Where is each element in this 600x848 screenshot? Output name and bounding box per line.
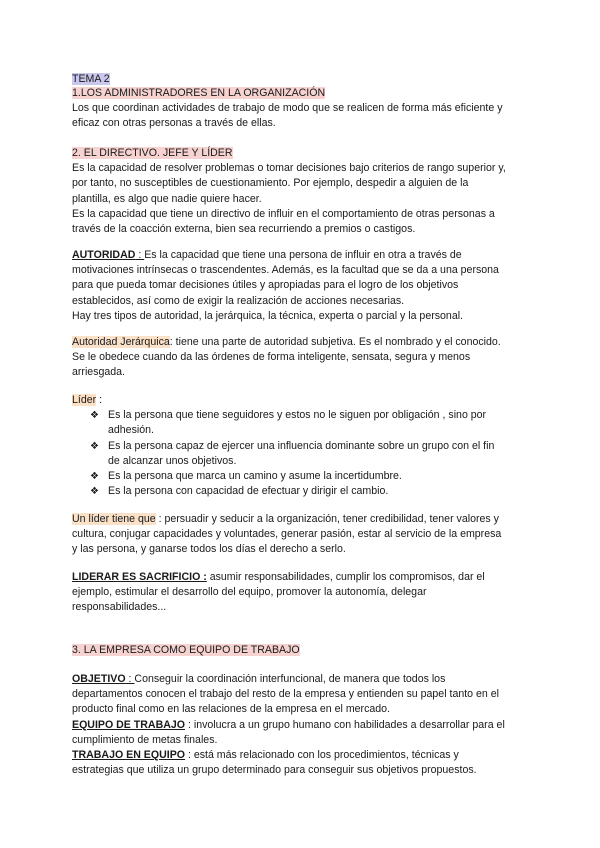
list-item	[72, 469, 532, 484]
autoridad-separator: :	[135, 249, 145, 261]
section-1-heading: 1.LOS ADMINISTRADORES EN LA ORGANIZACIÓN	[72, 87, 326, 99]
section-3	[72, 643, 532, 658]
lider-list	[72, 408, 532, 499]
autoridad-paragraph	[72, 248, 532, 324]
text-line: Los que coordinan actividades de trabajo de modo que se realicen de forma más eficiente y	[72, 102, 503, 115]
jerarquica-term: Autoridad Jerárquica	[72, 336, 170, 348]
list-item	[72, 408, 532, 438]
text-line: : persuadir y seducir a la organización, tener credibilidad, tener valores y	[155, 513, 499, 525]
text-line: arriesgada.	[72, 366, 125, 379]
text-line: : está más relacionado con los procedimientos, técnicas y	[185, 749, 459, 762]
text-line: Es la persona capaz de ejercer una influencia dominante sobre un grupo con el fin	[108, 439, 495, 452]
text-line: por tanto, no susceptibles de cuestionamiento. Por ejemplo, despedir a alguien de la	[72, 177, 469, 190]
text-line: ejemplo, estimular el desarrollo del equipo, promover la autonomía, delegar	[72, 586, 427, 599]
equipo-term: EQUIPO DE TRABAJO	[72, 718, 186, 731]
lider-tiene-paragraph	[72, 512, 532, 558]
section-2	[72, 146, 532, 237]
diamond-bullet-icon: ❖	[90, 471, 99, 483]
text-line: Es la capacidad que tiene una persona de influir en otra a través de	[144, 249, 462, 261]
section-1	[72, 86, 532, 132]
autoridad-term: AUTORIDAD	[72, 249, 136, 261]
text-line: producto final como en las relaciones de la empresa en el mercado.	[72, 703, 390, 716]
sacrificio-term: LIDERAR ES SACRIFICIO :	[72, 571, 207, 583]
objetivo-paragraph	[72, 672, 532, 778]
text-line: Es la persona que tiene seguidores y estos no le siguen por obligación , sino por	[108, 409, 487, 422]
list-item	[72, 439, 532, 469]
diamond-bullet-icon: ❖	[90, 440, 99, 452]
text-line: Es la capacidad que tiene un directivo de influir en el comportamiento de otras personas a	[72, 207, 495, 220]
objetivo-separator: :	[125, 673, 135, 685]
text-line: cultura, conjugar capacidades y voluntades, generar pasión, estar al servicio de la empresa	[72, 528, 502, 541]
lider-term: Líder	[72, 394, 97, 406]
jerarquica-paragraph	[72, 335, 532, 381]
lider-separator: :	[96, 394, 103, 406]
text-line: cumplimiento de metas finales.	[72, 733, 218, 746]
text-line: para que pueda tomar decisiones útiles y apropiadas para el logro de los objetivos	[72, 279, 459, 292]
text-line: eficaz con otras personas a través de ellas.	[72, 117, 276, 130]
text-line: plantilla, es algo que nadie quiere hacer.	[72, 192, 262, 205]
list-item	[72, 484, 532, 499]
text-line: y las persona, y ganarse todos los días el derecho a serlo.	[72, 543, 346, 556]
diamond-bullet-icon: ❖	[90, 410, 99, 422]
text-line: estrategias que utiliza un grupo determinado para conseguir sus objetivos propuestos.	[72, 764, 477, 777]
objetivo-term: OBJETIVO	[72, 673, 126, 685]
lider-section	[72, 393, 532, 499]
text-line: adhesión.	[108, 424, 154, 437]
text-line: : involucra a un grupo humano con habilidades a desarrollar para el	[185, 718, 505, 731]
lider-tiene-term: Un líder tiene que	[72, 513, 156, 525]
text-line: departamentos conocen el trabajo del resto de la empresa y entienden su papel tanto en el	[72, 688, 499, 701]
text-line: través de la coacción externa, bien sea recurriendo a premios o castigos.	[72, 223, 416, 236]
section-2-heading: 2. EL DIRECTIVO. JEFE Y LÍDER	[72, 147, 233, 159]
text-line: de alcanzar unos objetivos.	[108, 454, 237, 467]
topic-label	[72, 72, 532, 87]
text-line: motivaciones intrínsecas o trascendentes. Además, es la facultad que se da a una persona	[72, 264, 499, 277]
text-line: : tiene una parte de autoridad subjetiva. Es el nombrado y el conocido.	[169, 336, 501, 348]
text-line: Es la persona que marca un camino y asume la incertidumbre.	[108, 470, 402, 483]
text-line: responsabilidades...	[72, 601, 167, 614]
text-line: Es la capacidad de resolver problemas o tomar decisiones bajo criterios de rango superior y,	[72, 162, 506, 175]
section-3-heading: 3. LA EMPRESA COMO EQUIPO DE TRABAJO	[72, 644, 300, 656]
text-line: Hay tres tipos de autoridad, la jerárquica, la técnica, experta o parcial y la personal.	[72, 309, 464, 322]
trabajo-term: TRABAJO EN EQUIPO	[72, 749, 186, 762]
text-line: Conseguir la coordinación interfuncional, de manera que todos los	[134, 673, 446, 685]
text-line: establecidos, así como de exigir la realización de acciones necesarias.	[72, 294, 405, 307]
diamond-bullet-icon: ❖	[90, 486, 99, 498]
text-line: Se le obedece cuando da las órdenes de forma inteligente, sensata, segura y menos	[72, 351, 471, 364]
text-line: Es la persona con capacidad de efectuar y dirigir el cambio.	[108, 485, 389, 498]
topic-highlight: TEMA 2	[72, 73, 110, 85]
text-line: asumir responsabilidades, cumplir los compromisos, dar el	[206, 571, 485, 583]
sacrificio-paragraph	[72, 570, 532, 616]
